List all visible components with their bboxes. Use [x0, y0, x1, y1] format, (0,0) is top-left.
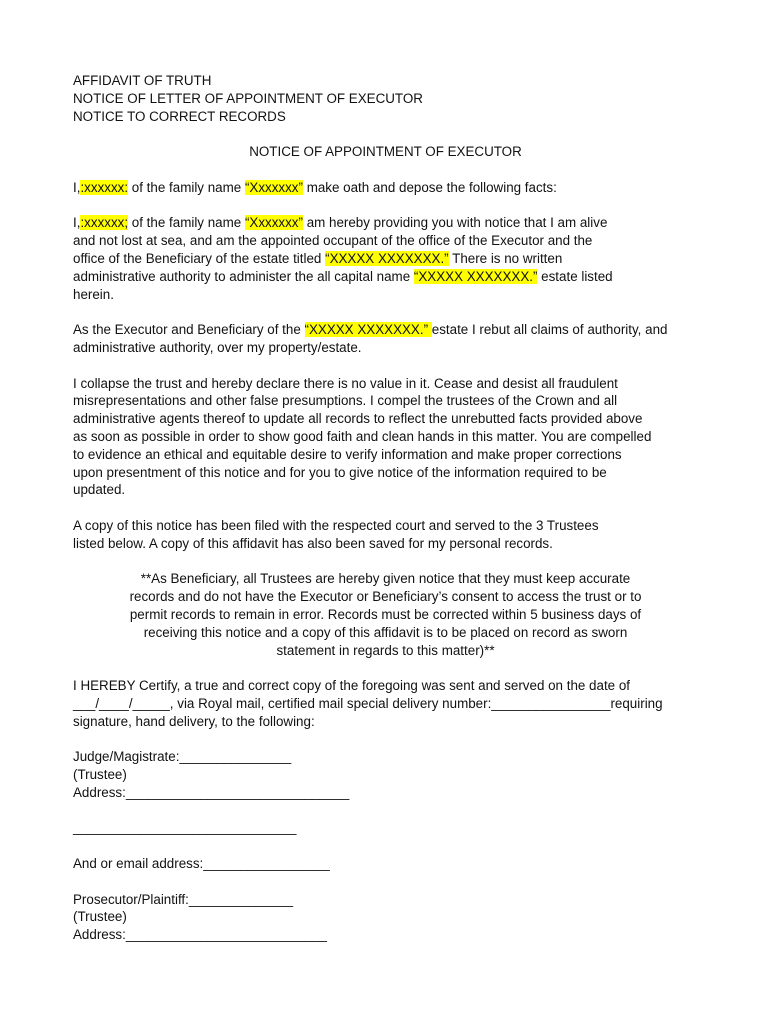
highlighted-placeholder: :xxxxxx:: [80, 179, 129, 195]
document-page: [73, 72, 698, 944]
highlighted-placeholder: “Xxxxxxx”: [244, 215, 303, 231]
paragraph-certification: I HEREBY Certify, a true and correct copy of the foregoing was sent and served on the date of ___/____/_____, via Royal mail, certified mail special delivery number:________________requiring signature, hand delivery, to the following:: [73, 678, 663, 729]
judge-role: (Trustee): [73, 767, 127, 783]
header-line-notice-correct: NOTICE TO CORRECT RECORDS: [73, 108, 286, 124]
prosecutor-address-field: Address:___________________________: [73, 927, 327, 943]
paragraph-oath: I,:xxxxxx: of the family name “Xxxxxxx” make oath and depose the following facts:: [73, 179, 557, 195]
paragraph-copy-filed: A copy of this notice has been filed with the respected court and served to the 3 Trustees listed below. A copy of this affidavit has also been saved for my personal records.: [73, 517, 599, 551]
highlighted-placeholder: “XXXXX XXXXXXX.”: [325, 250, 449, 266]
paragraph-notice-alive: I,:xxxxxx; of the family name “Xxxxxxx” am hereby providing you with notice that I am alive and not lost at sea, and am the appointed occupant of the office of the Executor and the office of the Beneficiary of the estate titled “XXXXX XXXXXXX.” There is no written administrative authority to administer the all capital name “XXXXX XXXXXXX.” estate listed herein.: [73, 215, 613, 302]
header-line-notice-letter: NOTICE OF LETTER OF APPOINTMENT OF EXECUTOR: [73, 90, 423, 106]
highlighted-placeholder: “Xxxxxxx”: [244, 179, 303, 195]
document-header: [73, 72, 698, 125]
judge-address-field: Address:______________________________: [73, 784, 350, 800]
header-line-affidavit: AFFIDAVIT OF TRUTH: [73, 73, 212, 88]
prosecutor-role: (Trustee): [73, 909, 127, 925]
recipient-prosecutor: [73, 891, 698, 944]
email-address-field: And or email address:_________________: [73, 856, 330, 872]
paragraph-beneficiary-notice: **As Beneficiary, all Trustees are hereby given notice that they must keep accurate records and do not have the Executor or Beneficiary’s consent to access the trust or to permit records to remain in error. Records must be corrected within 5 business days of receiving this notice and a copy of this affidavit is to be placed on record as sworn statement in regards to this matter)**: [129, 571, 642, 658]
highlighted-placeholder: “XXXXX XXXXXXX.”: [413, 268, 538, 284]
paragraph-collapse-trust: I collapse the trust and hereby declare there is no value in it. Cease and desist all fraudulent misrepresentations and other false presumptions. I compel the trustees of the Crown and all administrative agents thereof to update all records to reflect the unrebutted facts provided above as soon as possible in order to show good faith and clean hands in this matter. You are compelled to evidence an ethical and equitable desire to verify information and make proper corrections upon presentment of this notice and for you to give notice of the information required to be updated.: [73, 375, 652, 498]
judge-field: Judge/Magistrate:_______________: [73, 749, 292, 765]
paragraph-rebut-claims: As the Executor and Beneficiary of the “XXXXX XXXXXXX.” estate I rebut all claims of authority, and administrative authority, over my property/estate.: [73, 322, 668, 355]
recipient-judge: [73, 748, 698, 837]
prosecutor-field: Prosecutor/Plaintiff:______________: [73, 891, 294, 907]
document-title: NOTICE OF APPOINTMENT OF EXECUTOR: [249, 144, 522, 160]
highlighted-placeholder: :xxxxxx;: [80, 215, 129, 231]
judge-address-line-2: ______________________________: [73, 820, 297, 836]
highlighted-placeholder: “XXXXX XXXXXXX.”: [304, 322, 432, 338]
